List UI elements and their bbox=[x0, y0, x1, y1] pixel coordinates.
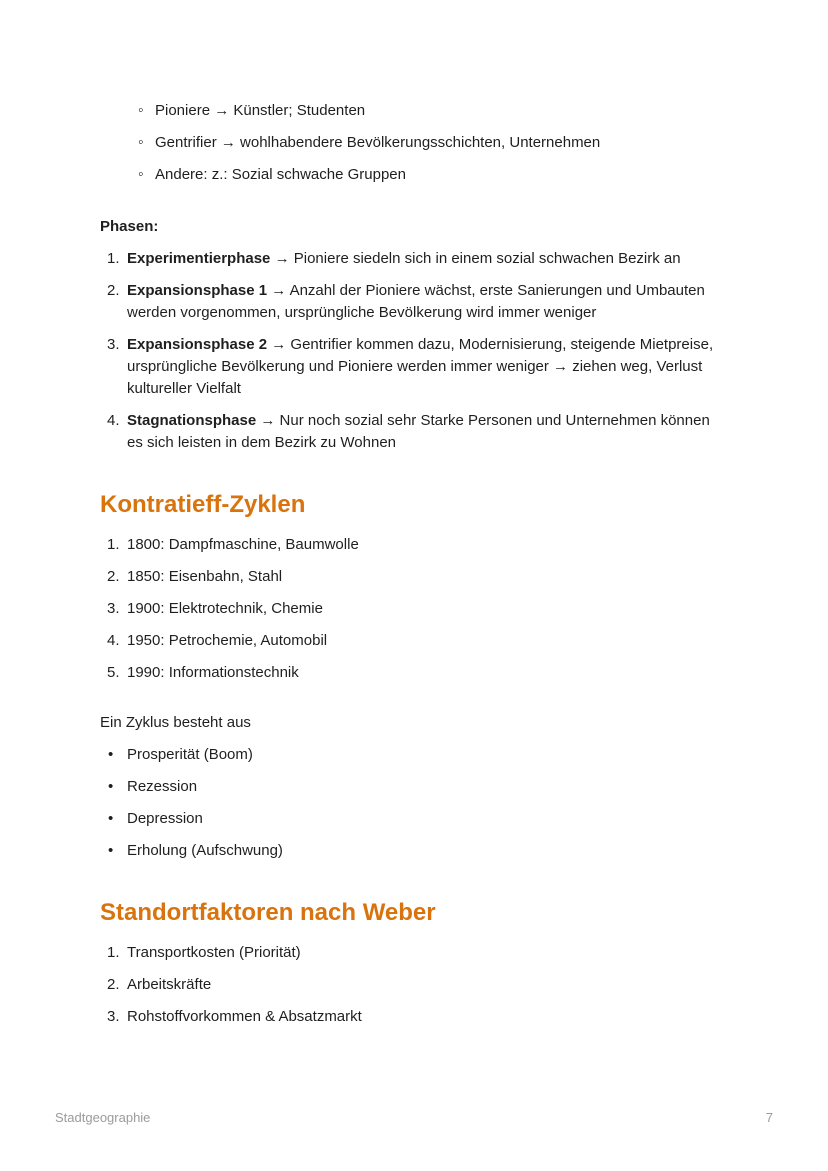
page-footer bbox=[55, 1110, 773, 1126]
list-item-text: Rohstoffvorkommen & Absatzmarkt bbox=[127, 1008, 362, 1025]
list-item bbox=[100, 974, 728, 996]
phase-description: Anzahl der Pioniere wächst, erste Sanierungen und Umbauten werden vorgenommen, ursprüngliche Bevölkerung wird immer weniger bbox=[127, 282, 705, 321]
arrow-glyph: → bbox=[274, 250, 290, 267]
arrow-glyph: → bbox=[260, 412, 276, 429]
list-number-marker: 2. bbox=[107, 568, 120, 585]
list-item bbox=[100, 744, 728, 766]
list-item bbox=[100, 566, 728, 588]
list-item-text: Andere: z.: Sozial schwache Gruppen bbox=[155, 166, 406, 183]
list-item-text: 1850: Eisenbahn, Stahl bbox=[127, 568, 283, 585]
gentrification-actors-list bbox=[100, 100, 728, 186]
list-item bbox=[100, 840, 728, 862]
phasen-label: Phasen: bbox=[100, 218, 159, 235]
list-item-text: Erholung (Aufschwung) bbox=[127, 842, 283, 859]
list-item-text: 1800: Dampfmaschine, Baumwolle bbox=[127, 536, 359, 553]
list-item bbox=[100, 662, 728, 684]
phase-term: Expansionsphase 2 bbox=[127, 336, 268, 353]
standortfaktoren-heading: Standortfaktoren nach Weber bbox=[100, 899, 436, 926]
list-item bbox=[100, 132, 728, 154]
list-item bbox=[100, 164, 728, 186]
list-item-text: Rezession bbox=[127, 778, 198, 795]
list-item bbox=[100, 942, 728, 964]
list-item bbox=[100, 534, 728, 556]
list-item-text: 1900: Elektrotechnik, Chemie bbox=[127, 600, 323, 617]
list-number-marker: 2. bbox=[107, 282, 120, 299]
list-item bbox=[100, 410, 728, 454]
list-item-text: Prosperität (Boom) bbox=[127, 746, 253, 763]
list-item-text bbox=[127, 248, 728, 270]
list-item bbox=[100, 808, 728, 830]
list-item bbox=[100, 776, 728, 798]
list-item bbox=[100, 630, 728, 652]
list-number-marker: 3. bbox=[107, 336, 120, 353]
list-item-text: Pioniere → Künstler; Studenten bbox=[155, 102, 366, 119]
list-item-text: Transportkosten (Priorität) bbox=[127, 944, 301, 961]
phase-description: Nur noch sozial sehr Starke Personen und Unternehmen können es sich leisten in dem Bezirk zu Wohnen bbox=[127, 412, 710, 451]
list-item-text: Gentrifier → wohlhabendere Bevölkerungsschichten, Unternehmen bbox=[155, 134, 601, 151]
hollow-bullet-marker: ◦ bbox=[138, 166, 144, 183]
phase-description: Gentrifier kommen dazu, Modernisierung, steigende Mietpreise, ursprüngliche Bevölkerung und Pioniere werden immer weniger → ziehen weg, Verlust kultureller Vielfalt bbox=[127, 336, 714, 397]
list-item bbox=[100, 1006, 728, 1028]
filled-bullet-marker: • bbox=[108, 810, 114, 827]
list-item-text: 1950: Petrochemie, Automobil bbox=[127, 632, 328, 649]
arrow-glyph: → bbox=[271, 336, 287, 353]
list-number-marker: 5. bbox=[107, 664, 120, 681]
list-number-marker: 4. bbox=[107, 632, 120, 649]
phase-term: Experimentierphase bbox=[127, 250, 271, 267]
phase-description: Pioniere siedeln sich in einem sozial schwachen Bezirk an bbox=[293, 250, 681, 267]
list-number-marker: 4. bbox=[107, 412, 120, 429]
hollow-bullet-marker: ◦ bbox=[138, 134, 144, 151]
kontratieff-list bbox=[100, 534, 728, 684]
list-item-text: Depression bbox=[127, 810, 203, 827]
filled-bullet-marker: • bbox=[108, 842, 114, 859]
zyklus-list bbox=[100, 744, 728, 862]
list-item-text: Arbeitskräfte bbox=[127, 976, 212, 993]
footer-doc-title: Stadtgeographie bbox=[55, 1110, 151, 1125]
hollow-bullet-marker: ◦ bbox=[138, 102, 144, 119]
list-item bbox=[100, 334, 728, 400]
list-item bbox=[100, 248, 728, 270]
list-number-marker: 3. bbox=[107, 1008, 120, 1025]
list-item bbox=[100, 280, 728, 324]
kontratieff-heading: Kontratieff-Zyklen bbox=[100, 491, 306, 518]
footer-page-number: 7 bbox=[765, 1110, 773, 1125]
standortfaktoren-list bbox=[100, 942, 728, 1028]
zyklus-intro: Ein Zyklus besteht aus bbox=[100, 714, 251, 731]
filled-bullet-marker: • bbox=[108, 746, 114, 763]
list-number-marker: 2. bbox=[107, 976, 120, 993]
list-number-marker: 1. bbox=[107, 536, 120, 553]
list-item bbox=[100, 100, 728, 122]
list-item-text bbox=[127, 280, 728, 324]
filled-bullet-marker: • bbox=[108, 778, 114, 795]
list-number-marker: 1. bbox=[107, 250, 120, 267]
arrow-glyph: → bbox=[271, 282, 287, 299]
phase-term: Stagnationsphase bbox=[127, 412, 257, 429]
list-item-text: 1990: Informationstechnik bbox=[127, 664, 299, 681]
list-item-text bbox=[127, 410, 728, 454]
list-number-marker: 1. bbox=[107, 944, 120, 961]
phasen-list bbox=[100, 248, 728, 454]
list-item bbox=[100, 598, 728, 620]
list-item-text bbox=[127, 334, 728, 400]
list-number-marker: 3. bbox=[107, 600, 120, 617]
phase-term: Expansionsphase 1 bbox=[127, 282, 268, 299]
